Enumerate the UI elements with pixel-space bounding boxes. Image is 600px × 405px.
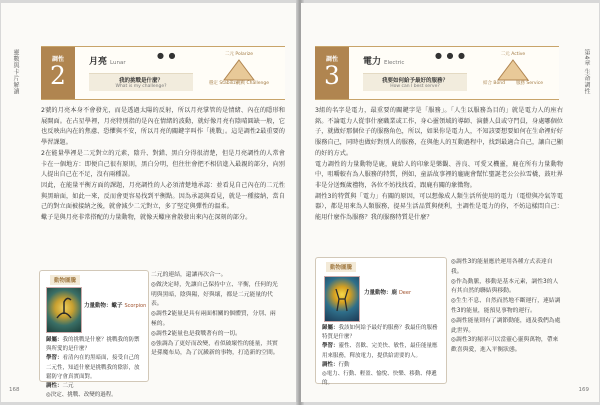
note: ◎強調為了更好而改變，看似破壞性的能量，其實是孫魔布局，為了沉澱新的事物，打造新的空間。 [151,340,279,357]
card-row-value: ◎電力、行動、輕盈、愉悅、快樂、移動、傳遞的。 [322,371,437,387]
paragraph: 調性3的特質與「電力」有關的原因，可以想像成人類生活所使用的電力（電燈與冷氣等電器），都是用來為人類服務，提昇生活品質與便利，主調性是電力的你，不妨這樣問自己：能用什麼作為服務？我的服務特質是什麼？ [315,192,563,222]
tone-number-box [315,47,349,99]
paragraph: 電力調性的力量動物是鹿，鹿給人的印象是樂觀、善良、可愛又機靈，鹿在所有力量動物中，咀嚼較有為人服務的特質，例如，童話故事裡的龐鹿會幫忙聖誕老公公拉雪橇，鼓吐界非是分送甄歲禮物，各位不妨找找看，跟鹿有關的象徵物。 [315,160,563,189]
card-row [46,391,144,400]
card-name-zh: 蠍子 [111,303,123,309]
card-row-value: 靈性、喜歡、完美快、敏性，最佳能量應用來服務，釋放電力，提供給需要的人。 [322,343,438,359]
card-notes [451,258,563,356]
card-notes [151,271,279,359]
tone-number-box [41,47,75,99]
question-en: How can I best serve? [390,84,440,89]
question-en: What is my challenge? [115,84,167,89]
card-row-value: 行動 [338,361,350,368]
card-row [322,342,442,360]
triangle-left-label: 結合 Bond [483,81,505,86]
card-details [322,324,442,388]
tone-triangle [209,51,269,95]
question-zh: 我要如何給予最好的服務？ [381,78,448,84]
card-name-zh: 鹿 [391,290,398,296]
deer-icon [325,277,359,321]
paragraph: 2在能量學裡是二元對立的元素，陰升、對錯、黑白分得很清楚，但是月亮調性的人常會卡在一個地方：即便自己很有原則，黑白分明，但往往會把不相信進入最親的部分，向別人提出自己在不足，沒有兩種誤。 [41,149,285,179]
triangle-left-label: 穩定 Stabilize [209,81,239,86]
question-zh: 我的挑戰是什麼？ [118,78,163,84]
note: ◎調性2能量也是我戰著有的一切。 [151,330,241,337]
animal-card [315,257,447,387]
note: 二元的連結，還讓再次合一。 [151,272,227,278]
card-row-value: 我該如何給予最好的服務？我最佳的服務特質是什麼？ [322,325,438,341]
tone-question [89,73,193,91]
card-name-prefix: 力量動物： [84,303,112,309]
page-number: 168 [9,387,20,393]
deer-card-image [324,276,360,322]
card-row-key: 歸屬： [46,337,63,343]
tone-number: 2 [50,61,66,90]
triangle-top-label: 二元 Polarize [225,52,253,57]
card-row-value: 看清內在的黑暗面，接受自己的二元性，知道什麼是挑戰我的陰影，放鬆防守會真實面對。 [46,355,140,380]
tone-title-en: Electric [384,60,405,66]
card-row-key: 學習： [46,355,63,362]
right-page [301,3,599,402]
triangle-right-label: 服務 Service [515,81,543,86]
card-row-key: 學習： [322,343,339,350]
tone-type-label: 調性 [325,56,338,63]
card-name-en: Scorpion [124,303,147,309]
card-row-value: 二元 [62,383,74,390]
paragraph: 3組的名字是電力，最重要的關鍵字是「服務」。「人生以服務為目的」就是電力人的座右銘。不論電力人從事什麼職業或工作，身心靈領域的導師、演藝人員或守門員，身處哪個位子，就做好那個位子的服務角色，所以，如果你是電力人，不知該要想要如何在生命裡好好服務自己，同時也做好對別人的服務，在與他人的互動過程中，找到最適合自己，讓自己顯的好的方式。 [315,107,563,157]
card-row [46,354,144,382]
card-row [322,324,442,342]
tone-title-en: Lunar [110,60,126,66]
note: ◎做決定時，先讓自己保持中立、平衡，任何的光明與黑暗，陰與陽，好與壞，都是二元能量的代表。 [151,281,278,308]
card-name-prefix: 力量動物： [364,290,392,296]
note: ◎調性2能量是具有兩面相關的個體質，分別、兩極的。 [151,311,276,327]
card-row-key: 歸屬： [322,325,339,331]
scorpion-icon [47,288,81,332]
paragraph: 蠍子是與月亮非常搭配的力量動物，就像天蠍座會散發出來內在深刻的部分。 [41,214,252,222]
note: ◎調性能量則有了調節動能，通及我們為處此世界。 [451,317,561,334]
left-page [1,3,299,402]
note: ◎調性3的能量應於運用各種方式表達自我。 [451,259,553,275]
tone-header [41,46,285,100]
triangle-icon [497,59,529,81]
card-details [46,336,144,400]
tone-header [315,46,559,100]
card-row-value: ◎決定、挑戰、改變的過程。 [46,392,117,399]
tone-type-label: 調性 [51,56,64,63]
triangle-right-label: 挑戰 Challenge [236,81,269,86]
card-row-value: 我的挑戰是什麼？挑戰我的防禦與所愛的是什麼？ [46,337,140,353]
card-name-en: Deer [398,290,412,296]
tone-dots: ● ● ● [435,51,467,60]
card-label: 動物圖騰 [50,275,80,285]
tone-title [89,54,126,67]
tone-title-zh: 月亮 [89,57,108,67]
note: ◎作為動脈，移動是基本元素，調性3的人有其自然的聯結與移動。 [451,278,559,295]
paragraph: 因此，在能量平衡方面的課題，月亮調性的人必須清楚地承認：並看見自己內在的二元性與黑暗面，如此一來，反而會更容易找到平衡點。因為承認與看見，就是一種接納，當自己的對立面被接納之後，就會減少二元對立，多了堅定與彈性的溫柔。 [41,181,285,211]
paragraph: 2號的月亮本身不會發光，而是透過太陽的反射，所以月亮掌管的是情緒、內在的隱形和展開面。在占星學裡，月亮特別指的是內在情緒的波動，就好像月亮有陰晴圓缺一般，它也反映出內在的焦慮、恐懼與不安，所以月亮的關鍵字叫作「挑戰」。這是調性2最重要的學習課題。 [41,107,285,147]
triangle-icon [223,59,255,81]
tone-triangle [483,51,543,95]
note: ◎調性3的頻率可以當靈心靈與萬物，帶來歡喜與愛，進入平衡狀態。 [451,337,559,354]
note: ◎生生不息、自然而然地不斷運行，連結調性3的能量，能預見事物的運行。 [451,298,561,314]
scorpion-card-image [46,287,82,333]
card-row [46,336,144,354]
triangle-top-label: 二元 Active [500,52,526,57]
body-text [315,106,563,224]
page-number: 169 [578,387,589,393]
body-text [41,106,285,224]
tone-dots: ● ● [157,51,177,60]
card-row-key: 調性： [322,361,339,368]
tone-question [363,73,467,91]
card-animal-name [364,288,411,296]
card-animal-name [84,301,146,309]
side-label: 靈數與卡片解讀 [12,49,19,95]
card-row-key: 調性： [46,383,63,390]
card-row [322,370,442,388]
tone-title-zh: 電力 [363,57,382,67]
animal-card [39,270,149,399]
tone-number: 3 [324,61,340,90]
side-label: 第4章 生命調性 [583,49,590,95]
card-label: 動物圖騰 [326,262,356,272]
card-row [322,361,442,370]
tone-title [363,54,404,67]
card-row [46,382,144,391]
